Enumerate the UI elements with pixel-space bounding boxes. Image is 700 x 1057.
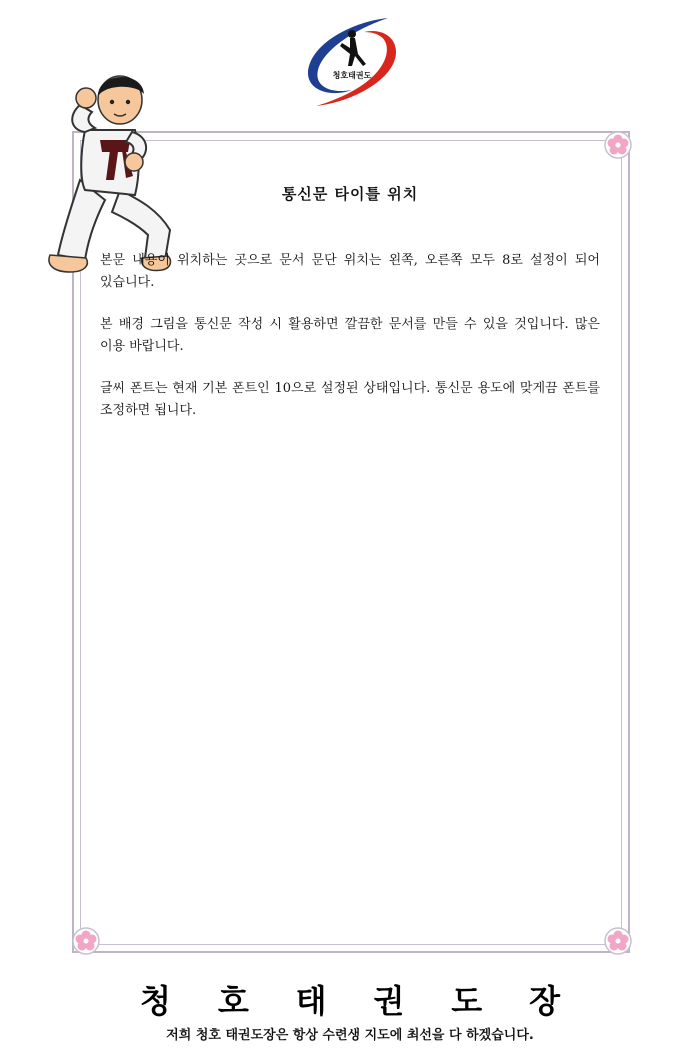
dojo-logo-icon [300,10,404,114]
letter-paragraph: 본 배경 그림을 통신문 작성 시 활용하면 깔끔한 문서를 만들 수 있을 것입니다. 많은 이용 바랍니다. [100,317,600,354]
dojo-name-char: 태 [295,982,327,1020]
taekwondo-kid-illustration [40,60,190,275]
dojo-name-char: 호 [217,982,249,1020]
dojo-name-char: 도 [451,982,483,1020]
logo-text: 청호태권도 [332,71,372,80]
letter-paragraph: 글씨 폰트는 현재 기본 폰트인 10으로 설정된 상태입니다. 통신문 용도에 맞게끔 폰트를 조정하면 됩니다. [100,381,600,418]
flower-corner-icon [603,130,633,160]
dojo-name-footer [140,976,560,1022]
letter-title: 통신문 타이틀 위치 [281,185,419,203]
letter-body [100,250,600,442]
dojo-name-char: 청 [140,982,171,1020]
flower-corner-icon [71,926,101,956]
dojo-name-char: 권 [373,982,405,1020]
letter-paragraph: 본문 내용이 위치하는 곳으로 문서 문단 위치는 왼쪽, 오른쪽 모두 8로 설정이 되어 있습니다. [100,253,600,290]
dojo-name-char: 장 [529,982,560,1020]
flower-corner-icon [603,926,633,956]
dojo-motto: 저희 청호 태권도장은 항상 수련생 지도에 최선을 다 하겠습니다. [166,1028,534,1043]
